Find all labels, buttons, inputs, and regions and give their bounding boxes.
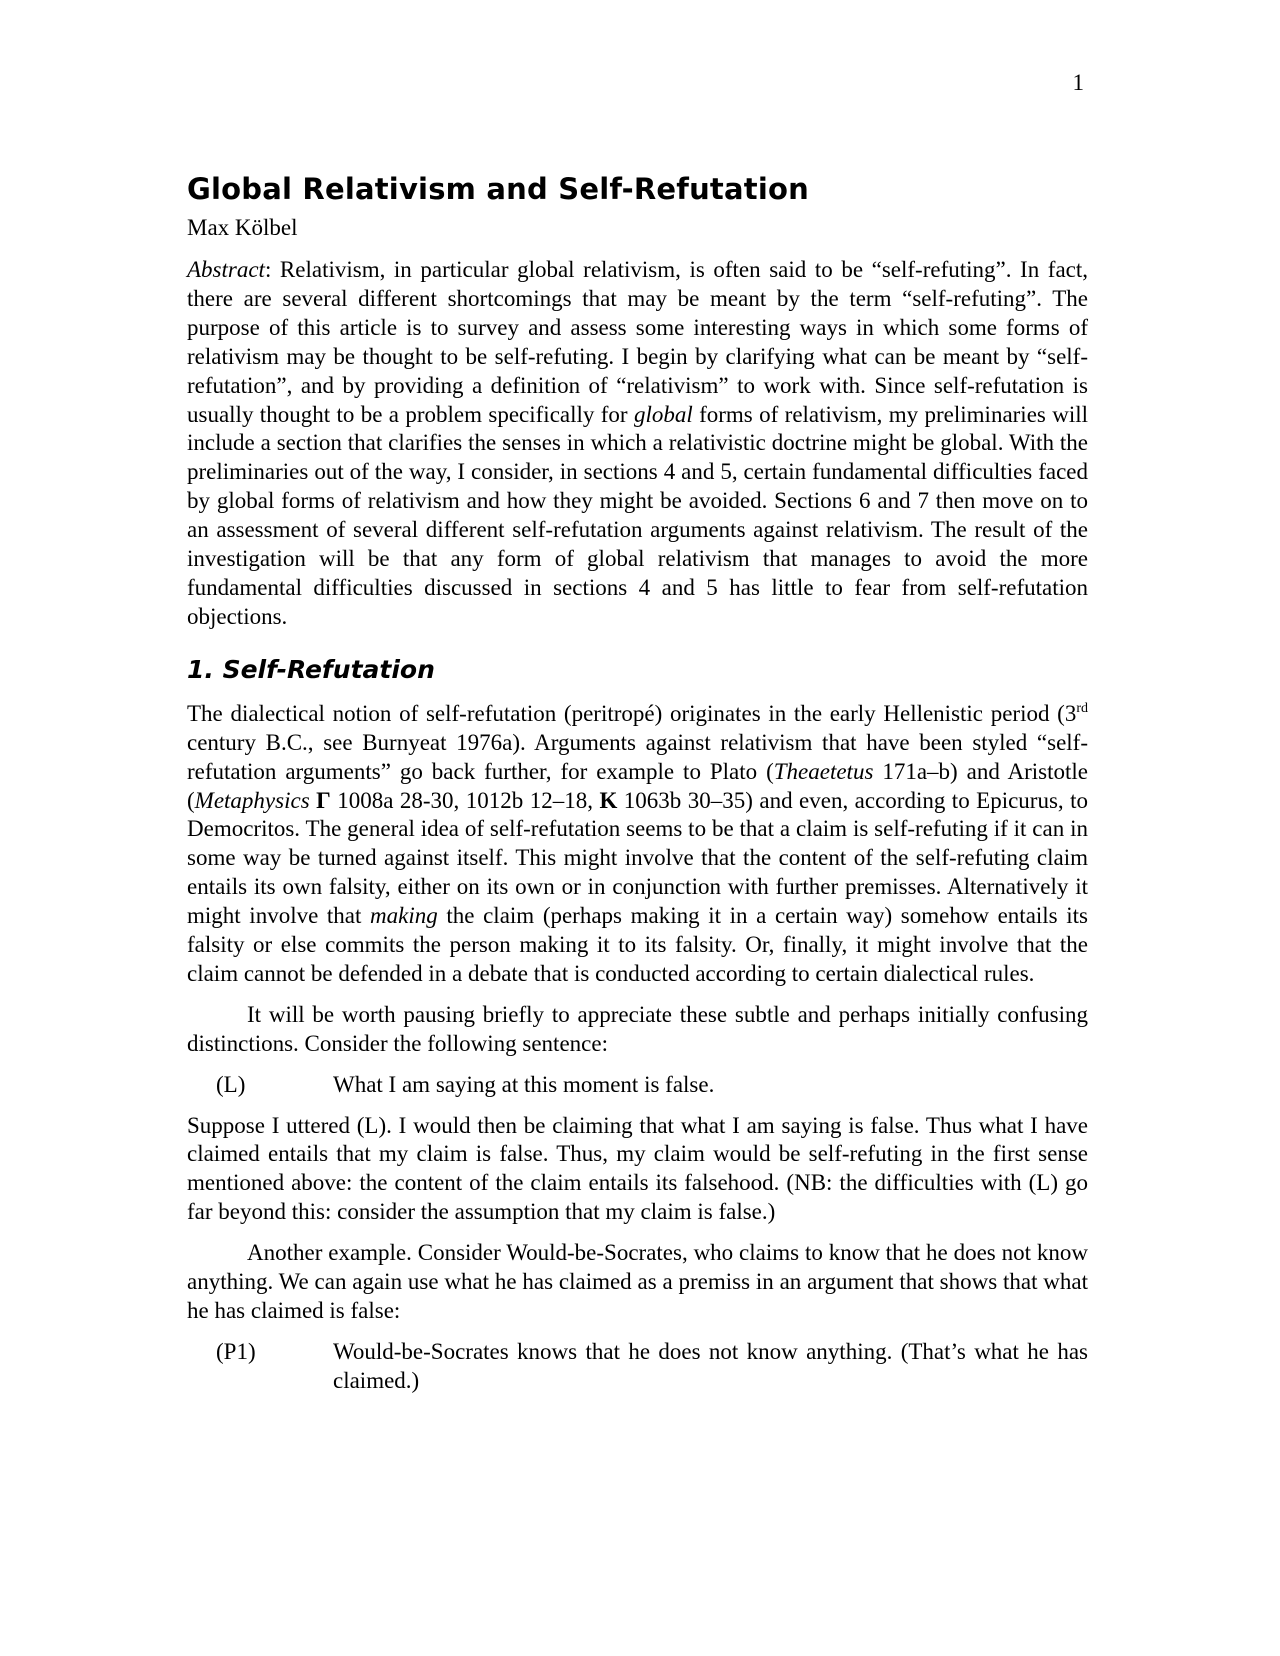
author-name: Max Kölbel — [187, 215, 298, 240]
example-L — [187, 1071, 1088, 1100]
p1-text-a: The dialectical notion of self-refutation (peritropé) originates in the early Hellenistic period (3 — [187, 700, 1077, 726]
abstract-text-2: forms of relativism, my preliminaries will include a section that clarifies the senses in which a relativistic doctrine might be global. With the preliminaries out of the way, I consider, in sections 4 and 5, certain fundamental difficulties faced by global forms of relativism and how they might be avoided. Sections 6 and 7 then move on to an assessment of several different self-refutation arguments against relativism. The result of the investigation will be that any form of global relativism that manages to avoid the more fundamental difficulties discussed in sections 4 and 5 has little to fear from self-refutation objections. — [187, 401, 1089, 629]
p1-text-c: 171a–b) and Aristotle ( — [187, 758, 1088, 813]
section-heading: 1. Self-Refutation — [187, 654, 435, 684]
body-paragraph-4: Another example. Consider Would-be-Socrates, who claims to know that he does not know anything. We can again use what he has claimed as a premiss in an argument that shows that what he has claimed is false: — [187, 1240, 1088, 1323]
p1-greek-kappa: Κ — [599, 787, 618, 813]
body-paragraph-3: Suppose I uttered (L). I would then be claiming that what I am saying is false. Thus what I have claimed entails that my claim is false. Thus, my claim would be self-refuting in the first sense mentioned above: the content of the claim entails its falsehood. (NB: the difficulties with (L) go far beyond this: consider the assumption that my claim is false.) — [187, 1112, 1088, 1225]
article-title: Global Relativism and Self-Refutation — [187, 172, 809, 206]
p1-text-e: 1008a 28-30, 1012b 12–18, — [330, 787, 600, 813]
example-text: Would-be-Socrates knows that he does not know anything. (That’s what he has claimed.) — [333, 1338, 1088, 1393]
page-number: 1 — [1072, 70, 1084, 95]
p1-emphasis-making: making — [370, 903, 438, 929]
p1-superscript: rd — [1076, 700, 1088, 716]
example-P1 — [187, 1338, 1088, 1396]
p1-text-g: the claim (perhaps making it in a certain way) somehow entails its falsity or else commits the person making it to its falsity. Or, finally, it might involve that the claim cannot be defended in a debate that is conducted according to certain dialectical rules. — [187, 903, 1088, 986]
example-text: What I am saying at this moment is false. — [333, 1071, 715, 1097]
body-paragraph-2: It will be worth pausing briefly to appreciate these subtle and perhaps initially confusing distinctions. Consider the following sentence: — [187, 1001, 1088, 1056]
p1-text-f: 1063b 30–35) and even, according to Epicurus, to Democritos. The general idea of self-refutation seems to be that a claim is self-refuting if it can in some way be turned against itself. This might involve that the content of the self-refuting claim entails its own falsity, either on its own or in conjunction with further premisses. Alternatively it might involve that — [187, 787, 1089, 929]
abstract-paragraph — [187, 256, 1088, 632]
text-column — [187, 168, 1088, 1408]
abstract-text-1: : Relativism, in particular global relativism, is often said to be “self-refuting”. In fact, there are several different shortcomings that may be meant by the term “self-refuting”. The purpose of this article is to survey and assess some interesting ways in which some forms of relativism may be thought to be self-refuting. I begin by clarifying what can be meant by “self-refutation”, and by providing a definition of “relativism” to work with. Since self-refutation is usually thought to be a problem specifically for — [187, 257, 1088, 427]
body-paragraph-1 — [187, 700, 1088, 989]
example-label: (L) — [216, 1071, 246, 1097]
abstract-label: Abstract — [187, 257, 265, 282]
p1-text-b: century B.C., see Burnyeat 1976a). Arguments against relativism that have been styled “self-refutation arguments” go back further, for example to Plato ( — [187, 729, 1088, 784]
p1-emphasis-metaphysics: Metaphysics — [194, 787, 310, 813]
p1-emphasis-theaetetus: Theaetetus — [773, 758, 874, 784]
p1-greek-gamma: Γ — [316, 787, 331, 813]
abstract-emphasis-global: global — [633, 401, 693, 427]
example-label: (P1) — [216, 1338, 256, 1364]
